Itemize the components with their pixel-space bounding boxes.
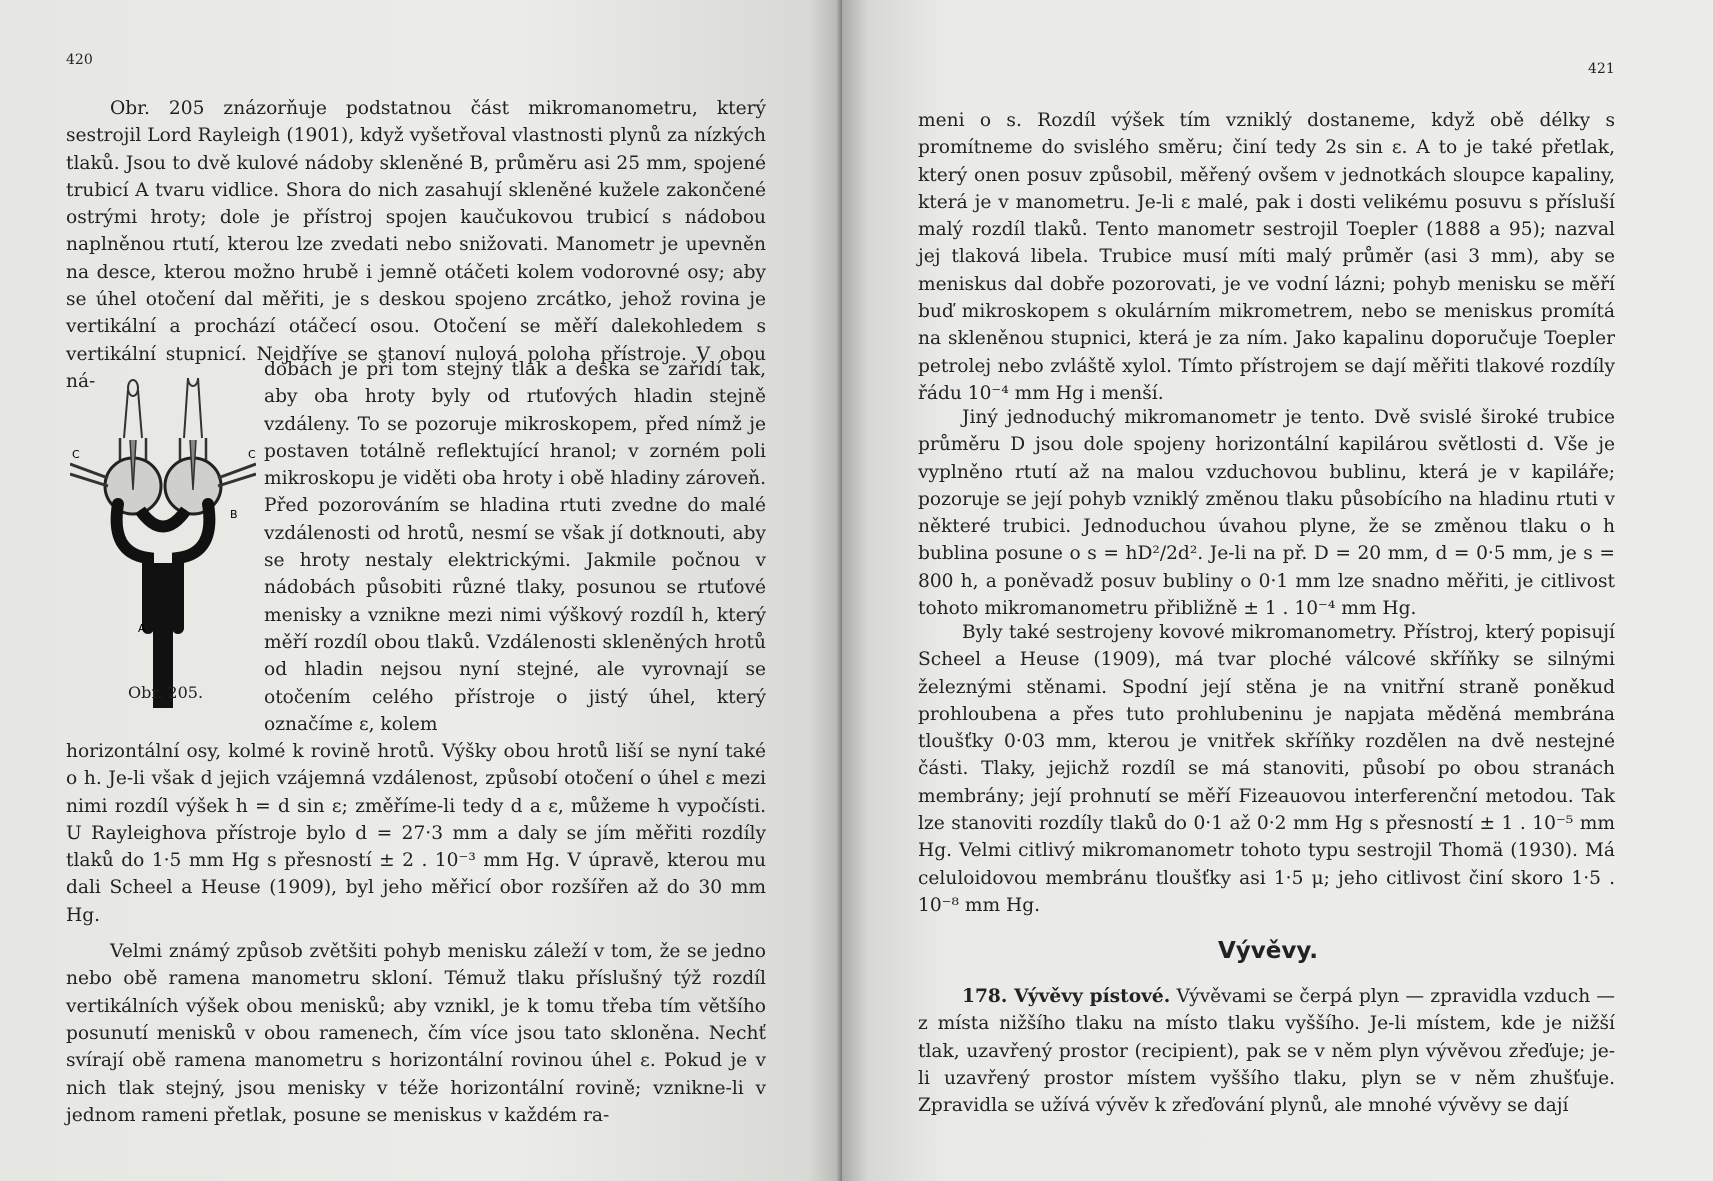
left-paragraph-intro <box>66 95 766 395</box>
subsection-heading: 178. Vývěvy pístové. <box>962 986 1171 1007</box>
right-para-4 <box>918 983 1615 1119</box>
label-a: A <box>138 622 146 635</box>
micromanometer-illustration <box>70 378 256 708</box>
left-para-wrap: dobách je při tom stejný tlak a deska se zařídí tak, aby oba hroty byly od rtuťových hladin stejně vzdáleny. To se pozoruje mikroskopem, před nímž je postaven totálně reflektující hranol; v zorném poli mikroskopu je viděti oba hroty i obě hladiny zároveň. Před pozorováním se hladina rtuti zvedne do malé vzdálenosti od hrotů, nesmí se však jí dotknouti, aby se hroty nestaly elektrickými. Jakmile počnou v nádobách působiti různé tlaky, posunou se rtuťové menisky a vznikne mezi nimi výškový rozdíl h, který měří rozdíl obou tlaků. Vzdálenosti skleněných hrotů od hladin nejsou nyní stejné, ale vyrovnají se otočením celého přístroje o jistý úhel, který označíme ε, kolem <box>264 359 766 735</box>
right-para-4-text: Vývěvami se čerpá plyn — zpravidla vzduch — z místa nižšího tlaku na místo tlaku vyššího. Je-li místem, kde je nižší tlak, uzavřený prostor (recipient), pak se v něm plyn vývěvou zřeďuje; je-li uzavřený prostor místem vyššího tlaku, plyn se v něm zhušťuje. Zpravidla se užívá vývěv k zřeďování plynů, ale mnohé vývěvy se dají <box>918 986 1615 1117</box>
right-paragraph-2 <box>918 404 1615 622</box>
label-c-right: C <box>248 448 256 461</box>
left-para-bottom-2: Velmi známý způsob zvětšiti pohyb menisku záleží v tom, že se jedno nebo obě ramena manometru skloní. Témuž tlaku příslušný týž rozdíl vertikálních výšek obou menisků; aby vznikl, je k tomu třeba tím většího posunutí menisků v obou ramenech, čím více jsou tato skloněna. Nechť svírají obě ramena manometru s horizontální rovinou úhel ε. Pokud je v nich tlak stejný, jsou menisky v téže horizontální rovině; vznikne-li v jednom rameni přetlak, posune se meniskus v každém ra- <box>66 941 766 1126</box>
figure-205 <box>70 378 256 708</box>
left-paragraph-wrapped <box>264 356 766 738</box>
right-paragraph-4 <box>918 983 1615 1119</box>
left-para-top: Obr. 205 znázorňuje podstatnou část mikromanometru, který sestrojil Lord Rayleigh (1901), když vyšetřoval vlastnosti plynů za nízkých tlaků. Jsou to dvě kulové nádoby skleněné B, průměru asi 25 mm, spojené trubicí A tvaru vidlice. Shora do nich zasahují skleněné kužele zakončené ostrými hroty; dole je přístroj spojen kaučukovou trubicí s nádobou naplněnou rtutí, kterou lze zvedati nebo snižovati. Manometr je upevněn na desce, kterou možno hrubě i jemně otáčeti kolem vodorovné osy; aby se úhel otočení dal měřiti, je s deskou spojeno zrcátko, jehož rovina je vertikální a prochází otáčecí osou. Otočení se měří dalekohledem s vertikální stupnicí. Nejdříve se stanoví nulová poloha přístroje. V obou ná- <box>66 98 766 392</box>
label-c-left: C <box>72 448 80 461</box>
left-para-bottom-1: horizontální osy, kolmé k rovině hrotů. Výšky obou hrotů liší se nyní také o h. Je-li však d jejich vzájemná vzdálenost, způsobí otočení o úhel ε mezi nimi rozdíl výšek h = d sin ε; změříme-li tedy d a ε, můžeme h vypočísti. U Rayleighova přístroje bylo d = 27·3 mm a daly se jím měřiti rozdíly tlaků do 1·5 mm Hg s přesností ± 2 . 10⁻³ mm Hg. V úpravě, kterou mu dali Scheel a Heuse (1909), byl jeho měřicí obor rozšířen až do 30 mm Hg. <box>66 741 766 926</box>
right-para-3: Byly také sestrojeny kovové mikromanometry. Přístroj, který popisují Scheel a Heuse (1909), má tvar ploché válcové skříňky se silnými železnými stěnami. Spodní její stěna je na vnitřní straně poněkud prohloubena a přes tuto prohlubeninu je napjata měděná membrána tloušťky 0·03 mm, kterou je vnitřek skříňky rozdělen na dvě nestejné části. Tlaky, jejichž rozdíl se má stanoviti, působí po obou stranách membrány; její prohnutí se měří Fizeauovou interferenční metodou. Tak lze stanoviti rozdíly tlaků do 0·1 až 0·2 mm Hg s přesností ± 1 . 10⁻⁵ mm Hg. Velmi citlivý mikromanometr tohoto typu sestrojil Thomä (1930). Má celuloidovou membránu tloušťky asi 1·5 μ; jeho citlivost činí skoro 1·5 . 10⁻⁸ mm Hg. <box>918 622 1615 916</box>
right-paragraph-1 <box>918 107 1615 407</box>
page-number-right: 421 <box>1588 61 1615 77</box>
right-para-1: meni o s. Rozdíl výšek tím vzniklý dostaneme, když obě délky s promítneme do svislého směru; činí tedy 2s sin ε. A to je také přetlak, který onen posuv způsobil, měřený ovšem v jednotkách sloupce kapaliny, která je v manometru. Je-li ε malé, pak i dosti velikému posuvu s přísluší malý rozdíl tlaků. Tento manometr sestrojil Toepler (1888 a 95); nazval jej tlaková libela. Trubice musí míti malý průměr (asi 3 mm), aby se meniskus dal dobře pozorovati, je ve vodní lázni; pohyb menisku se měří buď mikroskopem s okulárním mikrometrem, nebo se meniskus promítá na skleněnou stupnici, která je za ním. Jako kapalinu doporučuje Toepler petrolej nebo zvláště xylol. Tímto přístrojem se dají měřiti tlakové rozdíly řádu 10⁻⁴ mm Hg i menší. <box>918 110 1615 404</box>
label-b: B <box>230 508 238 521</box>
page-number-left: 420 <box>66 52 93 68</box>
left-page <box>0 0 842 1181</box>
figure-caption: Obr. 205. <box>128 683 204 702</box>
left-paragraphs-bottom <box>66 738 766 1129</box>
right-para-2: Jiný jednoduchý mikromanometr je tento. Dvě svislé široké trubice průměru D jsou dole spojeny horizontální kapilárou světlosti d. Vše je vyplněno rtutí až na malou vzduchovou bublinu, která je v kapiláře; pozoruje se její pohyb vzniklý změnou tlaku působícího na hladinu rtuti v některé trubici. Jednoduchou úvahou plyne, že se změnou tlaku o h bublina posune o s = hD²/2d². Je-li na př. D = 20 mm, d = 0·5 mm, je s = 800 h, a poněvadž posuv bubliny o 0·1 mm lze snadno měřiti, je citlivost tohoto mikromanometru přibližně ± 1 . 10⁻⁴ mm Hg. <box>918 407 1615 620</box>
right-paragraph-3 <box>918 619 1615 919</box>
section-heading: Vývěvy. <box>1218 938 1318 964</box>
